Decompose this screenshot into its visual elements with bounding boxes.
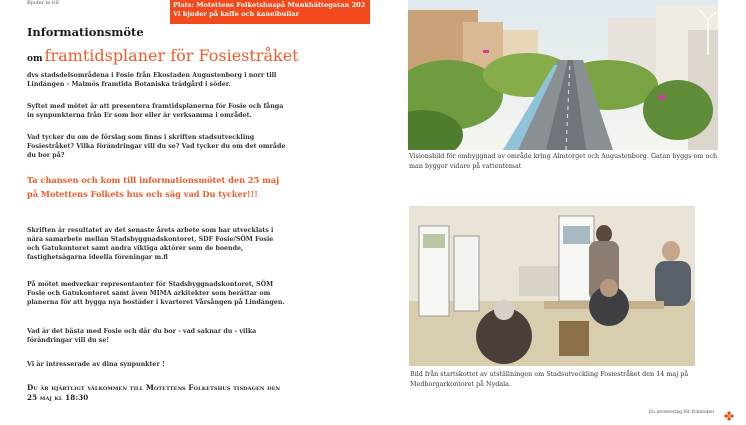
event-refreshments: Vi bjuder på kaffe och kanelbullar xyxy=(173,10,300,18)
participants-paragraph: På mötet medverkar representanter för Stadsbyggnadskontoret, SÖM Fosie och Gatukontoret samt även MIMA arkitekter som berättar om planerna för att bygga nya bostäder i kvarteret Vårsången på Lindängen. xyxy=(27,281,285,306)
callout-text: Ta chansen och kom till informationsmötet den 25 maj på Motettens Folkets hus och säg vad Du tycker!!! xyxy=(27,175,280,199)
page-title: Informationsmöte xyxy=(27,25,144,39)
vision-caption: Visionsbild för ombyggnad av område kring Almtorget och Augustenborg. Gatan byggs om och man bygger vidare på vattentemat xyxy=(409,152,718,170)
event-location: Plats: Motettens Folketshuspå Munkhättegatan 202 xyxy=(173,1,366,9)
question-paragraph: Vad tycker du om de förslag som finns i skriften stadsutveckling Fosiestråket? Vilka förändringar vill du se? Vad tycker du om det område du bor på? xyxy=(27,134,286,159)
interest-paragraph: Vi är intresserade av dina synpunkter ! xyxy=(27,361,165,368)
invite-label: Bjuder in till xyxy=(27,0,59,6)
event-info-box xyxy=(170,0,370,24)
subtitle-highlight: framtidsplaner för Fosiestråket xyxy=(44,46,299,65)
intro-paragraph: dvs stadsdelsområdena i Fosie från Ekostaden Augustenborg i norr till Lindängen - Malmös framtida Botaniska trädgård i söder. xyxy=(27,72,277,88)
exhibition-caption: Bild från startskottet av utställningen om Stadsutveckling Fosiestråket den 14 maj på Medborgarkontoret på Nydala. xyxy=(410,370,689,388)
exhibition-photo xyxy=(409,206,695,366)
flower-logo-icon xyxy=(724,406,734,416)
welcome-text: Du är hjärtligt välkommen till Motettens Folketshus tisdagen den 25 maj kl 18:30 xyxy=(27,383,281,402)
footer-tagline: En investering för framtiden xyxy=(648,410,714,415)
feedback-paragraph: Vad är det bästa med Fosie och där du bor - vad saknar du - vilka förändringar vill du se! xyxy=(27,328,257,344)
subtitle-prefix: om xyxy=(27,54,43,64)
page-subtitle xyxy=(27,46,299,65)
purpose-paragraph: Syftet med mötet är att presentera framtidsplanerna för Fosie och fånga in synpunkterna från Er som bor eller är verksamma i området. xyxy=(27,103,284,119)
vision-image xyxy=(408,0,718,150)
background-paragraph: Skriften är resultatet av det senaste årets arbete som har utvecklats i nära samarbete mellan Stadsbyggnadskontoret, SDF Fosie/SÖM Fosie och Gatukontoret samt andra viktiga aktörer som de boende, fastighetsägarna ideella föreningar m.fl xyxy=(27,227,274,261)
